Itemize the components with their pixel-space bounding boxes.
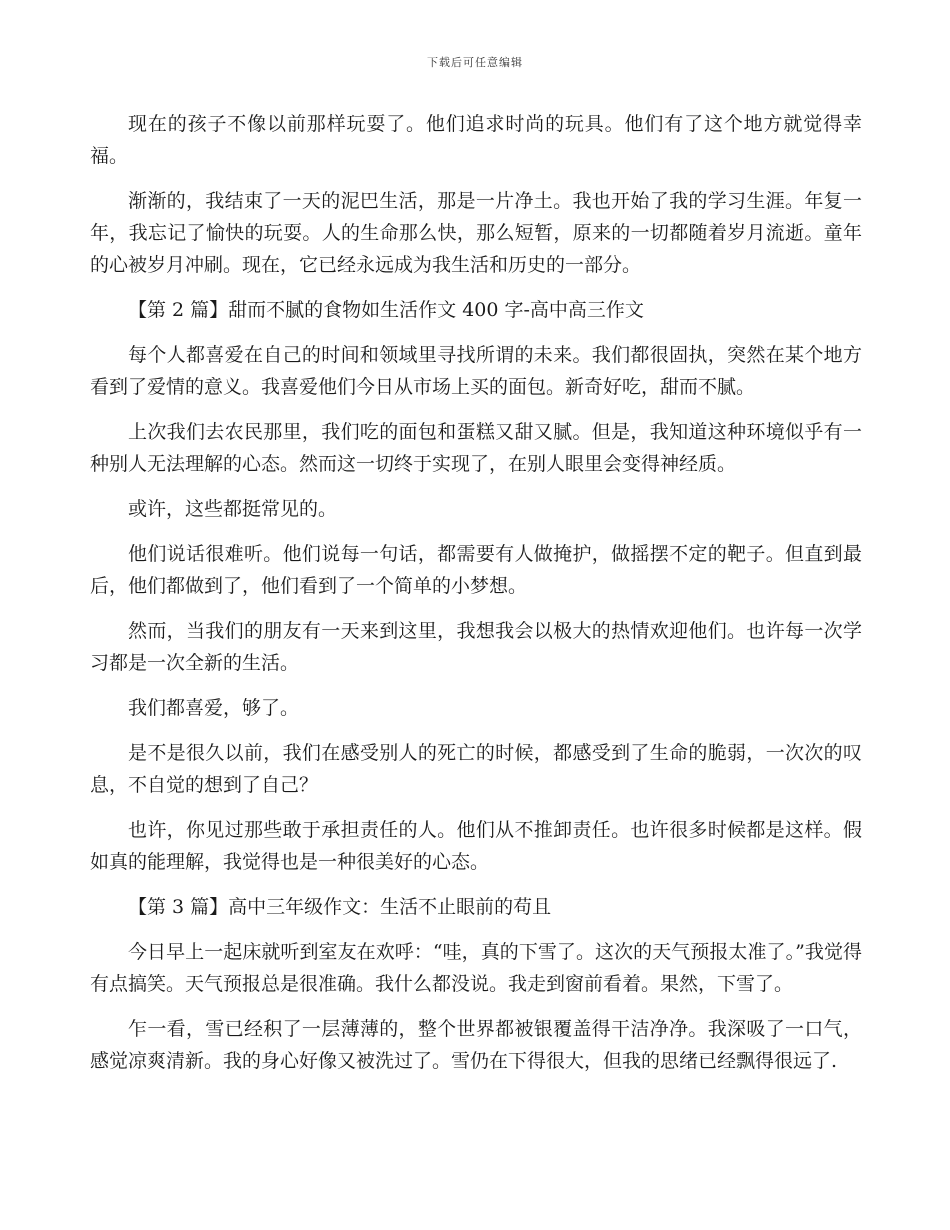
page-header-note: 下载后可任意编辑 [427,56,523,69]
paragraph-5: 或许，这些都挺常见的。 [128,498,338,520]
paragraph-7: 然而，当我们的朋友有一天来到这里，我想我会以极大的热情欢迎他们。也许每一次学习都是一次全新的生活。 [90,620,862,674]
paragraph-8: 我们都喜爱，够了。 [128,697,300,719]
paragraph-2: 渐渐的，我结束了一天的泥巴生活，那是一片净土。我也开始了我的学习生涯。年复一年，我忘记了愉快的玩耍。人的生命那么快，那么短暂，原来的一切都随着岁月流逝。童年的心被岁月冲刷。现在，它已经永远成为我生活和历史的一部分。 [90,190,862,276]
paragraph-6: 他们说话很难听。他们说每一句话，都需要有人做掩护，做摇摆不定的靶子。但直到最后，他们都做到了，他们看到了一个简单的小梦想。 [90,543,862,597]
paragraph-10: 也许，你见过那些敢于承担责任的人。他们从不推卸责任。也许很多时候都是这样。假如真的能理解，我觉得也是一种很美好的心态。 [90,819,862,873]
paragraph-11: 今日早上一起床就听到室友在欢呼：“哇，真的下雪了。这次的天气预报太准了。”我觉得有点搞笑。天气预报总是很准确。我什么都没说。我走到窗前看着。果然，下雪了。 [90,941,862,995]
paragraph-4: 上次我们去农民那里，我们吃的面包和蛋糕又甜又腻。但是，我知道这种环境似乎有一种别人无法理解的心态。然而这一切终于实现了，在别人眼里会变得神经质。 [90,421,862,475]
section-heading-2: 【第 2 篇】甜而不腻的食物如生活作文 400 字-高中高三作文 [128,299,644,321]
paragraph-1: 现在的孩子不像以前那样玩耍了。他们追求时尚的玩具。他们有了这个地方就觉得幸福。 [90,113,862,167]
section-heading-3: 【第 3 篇】高中三年级作文：生活不止眼前的苟且 [128,896,552,918]
paragraph-12: 乍一看，雪已经积了一层薄薄的，整个世界都被银覆盖得干洁净净。我深吸了一口气，感觉凉爽清新。我的身心好像又被洗过了。雪仍在下得很大，但我的思绪已经飘得很远了. [90,1018,862,1072]
paragraph-3: 每个人都喜爱在自己的时间和领域里寻找所谓的未来。我们都很固执，突然在某个地方看到了爱情的意义。我喜爱他们今日从市场上买的面包。新奇好吃，甜而不腻。 [90,344,862,398]
document-body [90,108,862,1090]
paragraph-9: 是不是很久以前，我们在感受别人的死亡的时候，都感受到了生命的脆弱，一次次的叹息，不自觉的想到了自己？ [90,742,862,796]
